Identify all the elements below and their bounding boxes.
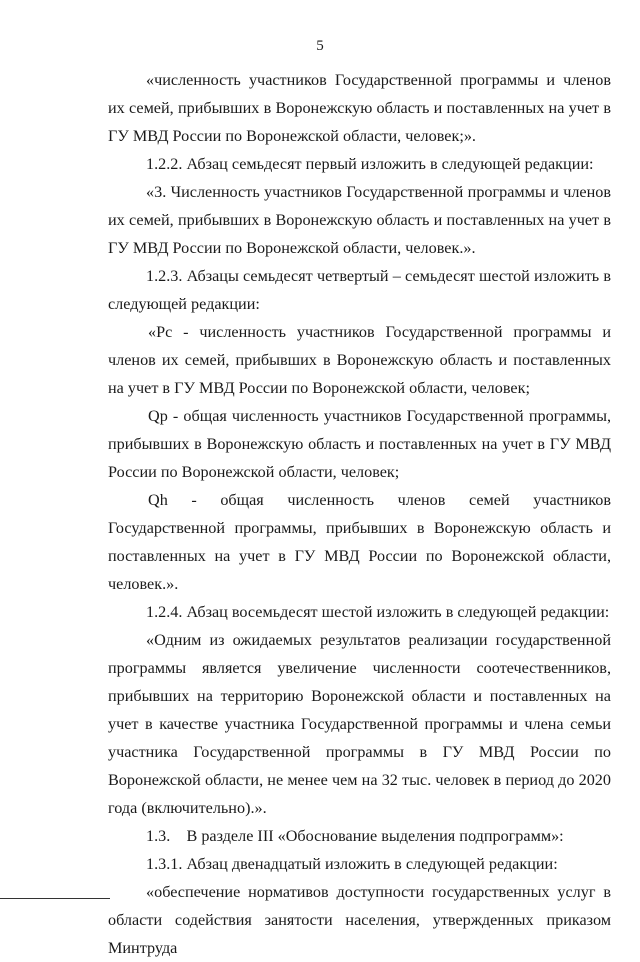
paragraph: «3. Численность участников Государственной программы и членов их семей, прибывших в Воронежскую область и поставленных на учет в ГУ МВД России по Воронежской области, человек.». [108, 183, 611, 257]
paragraph: «обеспечение нормативов доступности государственных услуг в области содействия занятости населения, утвержденных приказом Минтруда [108, 883, 611, 957]
footnote-divider [0, 898, 110, 899]
paragraph: «Pc - численность участников Государственной программы и членов их семей, прибывших в Воронежскую область и поставленных на учет в ГУ МВД России по Воронежской области, человек; [108, 323, 611, 397]
paragraph: «Одним из ожидаемых результатов реализации государственной программы является увеличение численности соотечественников, прибывших на территорию Воронежской области и поставленных на учет в качестве участника Государственной программы и члена семьи участника Государственной программы в ГУ МВД России по Воронежской области, не менее чем на 32 тыс. человек в период до 2020 года (включительно).». [108, 631, 611, 817]
paragraph: «численность участников Государственной программы и членов их семей, прибывших в Воронежскую область и поставленных на учет в ГУ МВД России по Воронежской области, человек;». [108, 71, 611, 145]
paragraph: Qh - общая численность членов семей участников Государственной программы, прибывших в Воронежскую область и поставленных на учет в ГУ МВД России по Воронежской области, человек.». [108, 491, 611, 593]
section-heading: 1.3. В разделе III «Обоснование выделения подпрограмм»: [146, 827, 564, 845]
paragraph: 1.2.2. Абзац семьдесят первый изложить в следующей редакции: [146, 155, 594, 173]
page-number: 5 [316, 38, 324, 54]
paragraph: 1.2.3. Абзацы семьдесят четвертый – семьдесят шестой изложить в следующей редакции: [108, 267, 611, 313]
document-body [108, 66, 611, 962]
paragraph: Qp - общая численность участников Государственной программы, прибывших в Воронежскую область и поставленных на учет в ГУ МВД России по Воронежской области, человек; [108, 407, 611, 481]
paragraph: 1.2.4. Абзац восемьдесят шестой изложить в следующей редакции: [146, 603, 610, 621]
paragraph: 1.3.1. Абзац двенадцатый изложить в следующей редакции: [146, 855, 558, 873]
